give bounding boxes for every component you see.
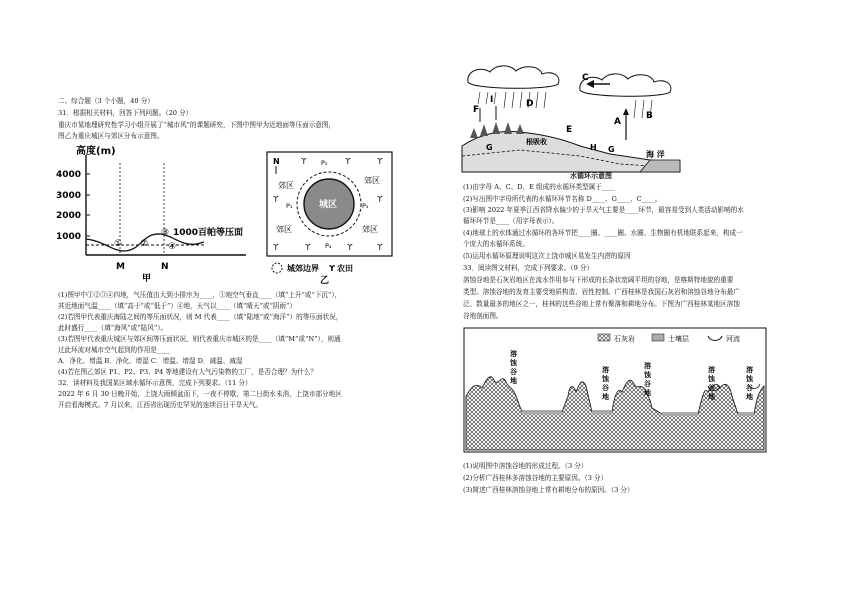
- isobar-figure-jia: [54, 143, 254, 283]
- valley-label-3-d: 地: [644, 389, 651, 397]
- valley-label-4-b: 蚀: [708, 375, 715, 383]
- valley-label-1-d: 地: [510, 377, 517, 385]
- jia-ylabel: 高度(m): [76, 146, 116, 157]
- valley-label-2-a: 溶: [602, 366, 609, 374]
- valley-label-3-a: 溶: [644, 362, 651, 370]
- p4-label: P₄: [325, 242, 332, 250]
- valley-label-1-a: 溶: [510, 350, 517, 358]
- q31-3-line2: 过此环流对城市空气起到的作用是____: [58, 346, 171, 354]
- label-c: C: [582, 73, 589, 83]
- north-label: N: [273, 157, 280, 166]
- q32-2: (2)写出图中字母所代表的水循环环节名称 D____、G____、C____。: [463, 195, 662, 203]
- valley-label-4-c: 谷: [708, 384, 715, 392]
- city-label: 城区: [319, 200, 338, 210]
- isobar-label: 1000百帕等压面: [173, 228, 244, 238]
- jia-ytick-2000: 2000: [56, 211, 82, 221]
- label-e: E: [566, 125, 573, 135]
- q31-heading: 31．根据相关材料，回答下列问题。（20 分）: [58, 109, 193, 117]
- q33-1: (1)说明图中溶蚀谷地的形成过程。（3 分）: [463, 462, 588, 470]
- legend-farm-icon: ϒ: [329, 264, 335, 273]
- label-a: A: [614, 117, 621, 127]
- svg-text:ϒ: ϒ: [347, 243, 353, 252]
- legend-border: 城郊边界: [287, 264, 319, 273]
- suburb-label-se: 郊区: [362, 225, 378, 234]
- point-3: ③: [161, 228, 170, 238]
- point-2: ②: [140, 239, 149, 249]
- q33-heading: 33．阅读图文材料，完成下列要求。（9 分）: [463, 264, 594, 272]
- jia-ytick-4000: 4000: [56, 170, 82, 180]
- valley-label-1-c: 谷: [510, 368, 517, 376]
- valley-label-4-d: 地: [708, 393, 715, 401]
- svg-text:ϒ: ϒ: [377, 243, 383, 252]
- legend-river: 河流: [726, 335, 740, 343]
- q33-intro-line3: 泛、数量最多的地区之一，桂林的这些谷地上常有聚落和耕地分布。下图为广西桂林某地区溶蚀: [463, 300, 740, 308]
- valley-label-3-c: 谷: [644, 380, 651, 388]
- q31-1-line2: 其近地面气温____（填“高于”或“低于”）④地，天气以____（填“晴天”或“阴雨”）: [58, 302, 296, 310]
- svg-text:ϒ: ϒ: [377, 195, 383, 204]
- q31-1-line1: (1)图甲中①②③④四地，气压值由大到小排序为____，①地空气垂直____（填“上升”或“下沉”），: [58, 291, 342, 299]
- q33-2: (2)分析广西桂林多溶蚀谷地的主要原因。（3 分）: [463, 474, 608, 482]
- svg-text:ϒ: ϒ: [345, 157, 351, 166]
- label-h: H: [590, 143, 597, 152]
- label-f: F: [473, 105, 480, 115]
- q33-3: (3)简述广西桂林溶蚀谷地上常有耕地分布的原因。（3 分）: [463, 486, 634, 494]
- q32-5: (5)运用水循环原理说明这次上饶市城区易发生内涝的原因: [463, 252, 631, 260]
- svg-text:ϒ: ϒ: [301, 157, 307, 166]
- city-figure-yi: [265, 150, 400, 285]
- svg-text:ϒ: ϒ: [273, 243, 279, 252]
- svg-text:ϒ: ϒ: [305, 243, 311, 252]
- valley-label-5-d: 地: [746, 393, 753, 401]
- valley-label-1-b: 蚀: [510, 359, 517, 367]
- q31-intro-line2: 图乙为重庆城区与郊区分布示意图。: [58, 132, 164, 140]
- jia-ytick-1000: 1000: [56, 232, 82, 242]
- label-m: M: [116, 262, 125, 272]
- jia-caption: 甲: [142, 274, 152, 283]
- label-i: I: [490, 95, 494, 105]
- q32-intro-line2: 开启看海模式。7 月以来，江西省出现历史罕见的连续百日干旱天气。: [58, 401, 263, 409]
- q32-3-line1: (3)影响 2022 年夏季江西省降水偏少的于旱天气主要是____环节，最容易受到人类活动影响的水: [463, 206, 744, 214]
- valley-label-2-d: 地: [602, 393, 609, 401]
- valley-label-2-c: 谷: [602, 384, 609, 392]
- valley-label-5-a: 溶: [746, 366, 753, 374]
- q31-2-line1: (2)若图甲代表重庆海陆之间的等压面状况，则 M 代表____（填“陆地”或“海洋”）的等压面状况，: [58, 313, 343, 321]
- svg-text:ϒ: ϒ: [273, 195, 279, 204]
- q33-intro-line4: 谷地剖面图。: [463, 312, 503, 320]
- point-4: ④: [168, 242, 177, 252]
- suburb-label-sw: 郊区: [276, 225, 292, 234]
- q31-4: (4)若在图乙郊区 P1、P2、P3、P4 等地建设有大气污染物的工厂，是否合理？为什么？: [58, 368, 318, 376]
- q32-4-line2: 个庞大的水循环系统。: [463, 240, 529, 248]
- sea-label: 海 洋: [646, 150, 665, 159]
- label-g: G: [486, 143, 493, 152]
- p1-label: P₁: [286, 202, 293, 210]
- section-heading: 二、综合题（3 个小题，40 分）: [58, 97, 154, 105]
- yi-caption: 乙: [320, 276, 330, 285]
- root-absorb-label: 根吸收: [526, 138, 547, 146]
- q33-intro-line1: 溶蚀谷地是石灰岩地区在流水作用参与下形成的长条状宽阔平坦的谷地，是喀斯特地貌的重要: [463, 276, 734, 284]
- q31-3-line1: (3)若图甲代表重庆城区与郊区间等压面状况，则代表重庆市城区的是____（填“M”或“N”），则通: [58, 335, 341, 343]
- valley-label-3-b: 蚀: [644, 371, 651, 379]
- q32-1: (1)由字母 A、C、D、E 组成的水循环类型属于____: [463, 183, 616, 191]
- valley-label-2-b: 蚀: [602, 375, 609, 383]
- q32-intro-line1: 2022 年 6 月 30 日晚开始，上饶大雨倾盆而下，一夜不停歇，第二日街水未消，上饶市部分地区: [58, 390, 342, 398]
- q31-2-line2: 此时盛行____（填“海风”或“陆风”）。: [58, 324, 168, 332]
- q31-intro-line1: 重庆市某地理研究性学习小组开展了“城市风”的课题研究，下图中图甲为近地面等压面示意图，: [58, 121, 336, 129]
- water-cycle-figure: [460, 60, 690, 180]
- valley-label-4-a: 溶: [708, 366, 715, 374]
- label-g2: G: [608, 145, 615, 154]
- legend-farm: 农田: [337, 264, 353, 273]
- label-n: N: [161, 262, 169, 272]
- svg-text:ϒ: ϒ: [377, 157, 383, 166]
- jia-ytick-3000: 3000: [56, 191, 82, 201]
- q33-intro-line2: 类型。溶蚀谷地的发育主要受地质构造、岩性控制。广西桂林是我国石灰岩和溶蚀谷地分布最广: [463, 288, 740, 296]
- legend-soil: 土壤层: [668, 335, 689, 343]
- q32-heading: 32．读材料及我国某区域水循环示意图，完成下列要求。（11 分）: [58, 379, 252, 387]
- label-b: B: [646, 111, 653, 121]
- karst-profile-figure: [462, 326, 772, 456]
- legend-limestone: 石灰岩: [614, 335, 635, 343]
- valley-label-5-b: 蚀: [746, 375, 753, 383]
- suburb-label-ne: 郊区: [364, 176, 380, 185]
- q32-3-line2: 循环环节是____（用字母表示）。: [463, 217, 559, 225]
- p3-label: P₃: [362, 202, 369, 210]
- suburb-label-nw: 郊区: [278, 181, 294, 190]
- q32-4-line1: (4)地球上的水体通过水循环的各环节把____圈、____圈、水圈、生物圈有机地联系起来，构成一: [463, 229, 743, 237]
- valley-label-5-c: 谷: [746, 384, 753, 392]
- label-d: D: [526, 99, 534, 109]
- point-1: ①: [114, 239, 123, 249]
- water-cycle-caption: 水循环示意图: [570, 171, 612, 180]
- p2-label: P₂: [321, 159, 328, 167]
- q31-3-options: A．净化、增温 B．净化、增湿 C．增温、增湿 D．减温、减湿: [58, 357, 243, 365]
